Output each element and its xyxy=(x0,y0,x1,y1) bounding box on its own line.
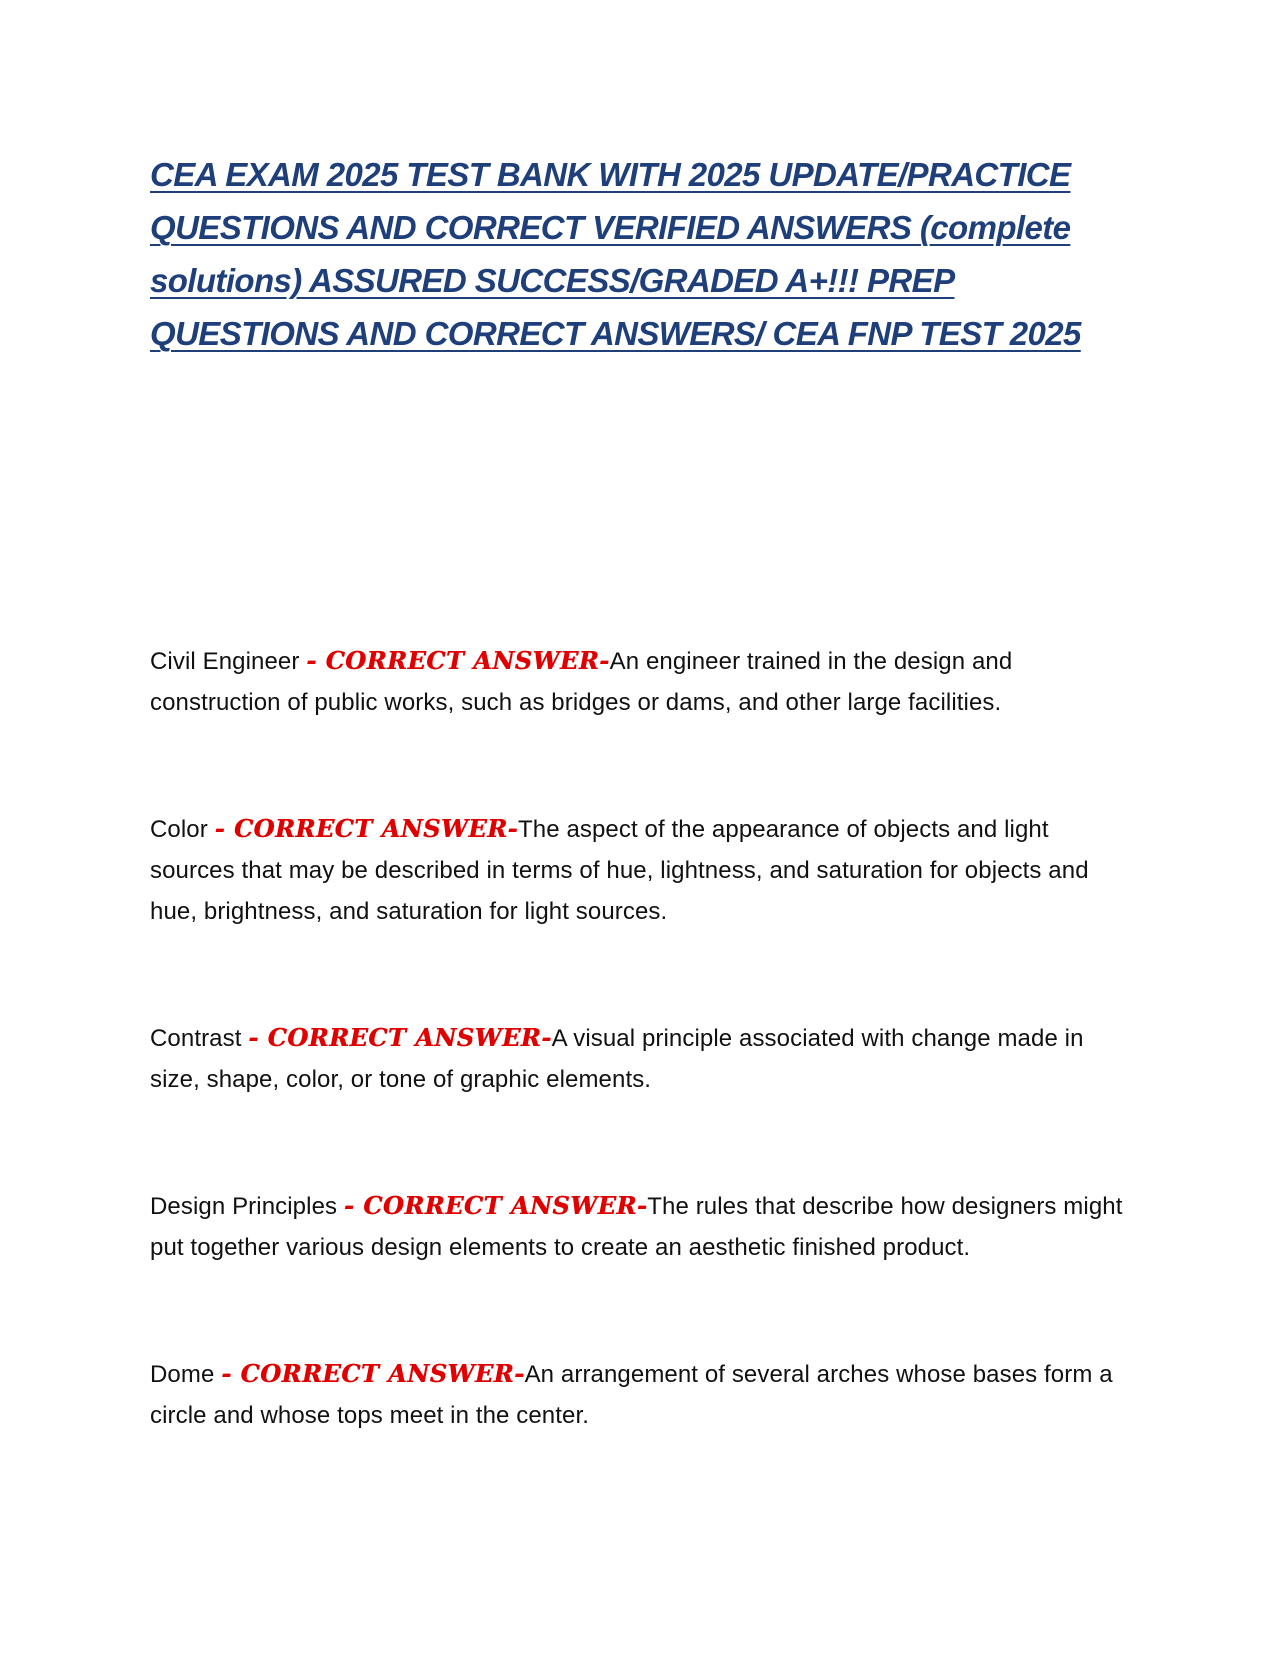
correct-answer-marker: - CORRECT ANSWER- xyxy=(214,814,519,843)
entry-definition: An arrangement of several arches whose bases form a circle and whose tops meet in the center. xyxy=(150,1361,1113,1429)
entry-definition: An engineer trained in the design and construction of public works, such as bridges or dams, and other large facilities. xyxy=(150,648,1013,716)
qa-list xyxy=(150,640,1130,1521)
correct-answer-marker: - CORRECT ANSWER- xyxy=(221,1359,525,1388)
correct-answer-marker: - CORRECT ANSWER- xyxy=(306,646,610,675)
document-title: CEA EXAM 2025 TEST BANK WITH 2025 UPDATE/PRACTICE QUESTIONS AND CORRECT VERIFIED ANSWERS (complete solutions) ASSURED SUCCESS/GRADED A+!!! PREP QUESTIONS AND CORRECT ANSWERS/ CEA FNP TEST 2025 xyxy=(150,156,1081,352)
qa-entry xyxy=(150,1185,1130,1268)
entry-definition: A visual principle associated with change made in size, shape, color, or tone of graphic elements. xyxy=(150,1025,1084,1093)
qa-entry xyxy=(150,1017,1130,1100)
qa-entry xyxy=(150,640,1130,723)
entry-term: Contrast xyxy=(150,1025,242,1052)
entry-definition: The aspect of the appearance of objects and light sources that may be described in terms of hue, lightness, and saturation for objects and hue, brightness, and saturation for light sources. xyxy=(150,816,1089,925)
entry-definition: The rules that describe how designers might put together various design elements to create an aesthetic finished product. xyxy=(150,1193,1123,1261)
entry-term: Dome xyxy=(150,1361,215,1388)
entry-term: Color xyxy=(150,816,208,843)
correct-answer-marker: - CORRECT ANSWER- xyxy=(343,1191,648,1220)
qa-entry xyxy=(150,808,1130,932)
qa-entry xyxy=(150,1353,1130,1436)
entry-term: Design Principles xyxy=(150,1193,338,1220)
correct-answer-marker: - CORRECT ANSWER- xyxy=(248,1023,552,1052)
entry-term: Civil Engineer xyxy=(150,648,300,675)
